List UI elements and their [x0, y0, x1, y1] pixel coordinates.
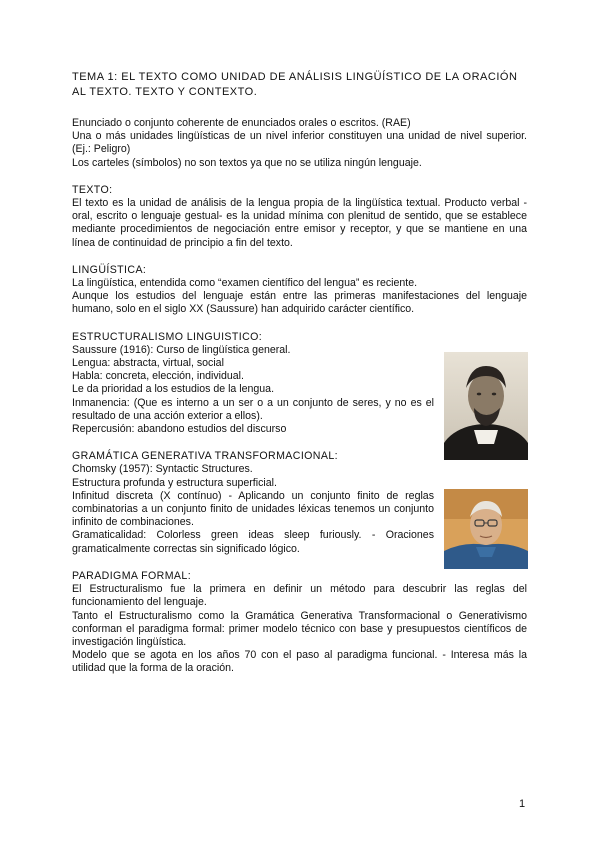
paradigma-heading: PARADIGMA FORMAL: [72, 569, 192, 582]
linguistica-section [72, 264, 527, 317]
texto-heading: TEXTO: [72, 183, 113, 196]
chomsky-portrait [444, 489, 528, 569]
estructuralismo-line: Inmanencia: (Que es interno a un ser o a un conjunto de seres, y no es el resultado de una acción exterior a ellos). [72, 396, 434, 422]
estructuralismo-line: Saussure (1916): Curso de lingüística general. [72, 343, 291, 356]
texto-body: El texto es la unidad de análisis de la lengua propia de la lingüística textual. Producto verbal -oral, escrito o lenguaje gestual- es la unidad mínima con plenitud de sentido, que se establece mediante procedimientos de negociación entre emisor y receptor, y que se mantiene en una línea de continuidad de principio a fin del texto. [72, 197, 527, 249]
paradigma-line: Modelo que se agota en los años 70 con el paso al paradigma funcional. - Interesa más la utilidad que la forma de la oración. [72, 649, 527, 675]
saussure-portrait [444, 352, 528, 460]
texto-section [72, 184, 527, 250]
estructuralismo-line: Lengua: abstracta, virtual, social [72, 357, 224, 370]
linguistica-line: La lingüística, entendida como “examen científico del lengua” es reciente. [72, 277, 418, 290]
estructuralismo-heading: ESTRUCTURALISMO LINGUISTICO: [72, 330, 263, 343]
paradigma-line: Tanto el Estructuralismo como la Gramática Generativa Transformacional o Generativismo conforman el paradigma formal: primer modelo técnico con base y presupuestos científicos de investigación lingüística. [72, 609, 527, 648]
gramatica-line: Infinitud discreta (X contínuo) - Aplicando un conjunto finito de reglas combinatorias a un conjunto finito de unidades léxicas tenemos un conjunto infinito de combinaciones. [72, 489, 434, 529]
paradigma-section [72, 570, 527, 676]
linguistica-line: Aunque los estudios del lenguaje están entre las primeras manifestaciones del lenguaje humano, solo en el siglo XX (Saussure) han adquirido carácter científico. [72, 290, 527, 316]
gramatica-line: Chomsky (1957): Syntactic Structures. [72, 463, 253, 476]
paradigma-line: El Estructuralismo fue la primera en definir un método para descubrir las reglas del funcionamiento del lenguaje. [72, 583, 527, 609]
estructuralismo-line: Le da prioridad a los estudios de la lengua. [72, 383, 275, 396]
gramatica-line: Gramaticalidad: Colorless green ideas sleep furiously. - Oraciones gramaticalmente correctas sin significado lógico. [72, 529, 434, 555]
gramatica-heading: GRAMÁTICA GENERATIVA TRANSFORMACIONAL: [72, 450, 338, 463]
intro-line: Enunciado o conjunto coherente de enunciados orales o escritos. (RAE) [72, 117, 411, 129]
intro-section [72, 117, 527, 170]
intro-line: Una o más unidades lingüísticas de un nivel inferior constituyen una unidad de nivel superior. (Ej.: Peligro) [72, 130, 527, 156]
estructuralismo-line: Repercusión: abandono estudios del discurso [72, 423, 287, 436]
linguistica-heading: LINGÜÍSTICA: [72, 263, 147, 276]
gramatica-section [72, 450, 434, 556]
page-number: 1 [519, 798, 526, 810]
estructuralismo-section [72, 331, 434, 437]
estructuralismo-line: Habla: concreta, elección, individual. [72, 370, 244, 383]
intro-line: Los carteles (símbolos) no son textos ya que no se utiliza ningún lenguaje. [72, 156, 422, 169]
gramatica-line: Estructura profunda y estructura superficial. [72, 476, 277, 489]
page-title: TEMA 1: EL TEXTO COMO UNIDAD DE ANÁLISIS LINGÜÍSTICO DE LA ORACIÓN AL TEXTO. TEXTO Y CONTEXTO. [72, 71, 518, 98]
